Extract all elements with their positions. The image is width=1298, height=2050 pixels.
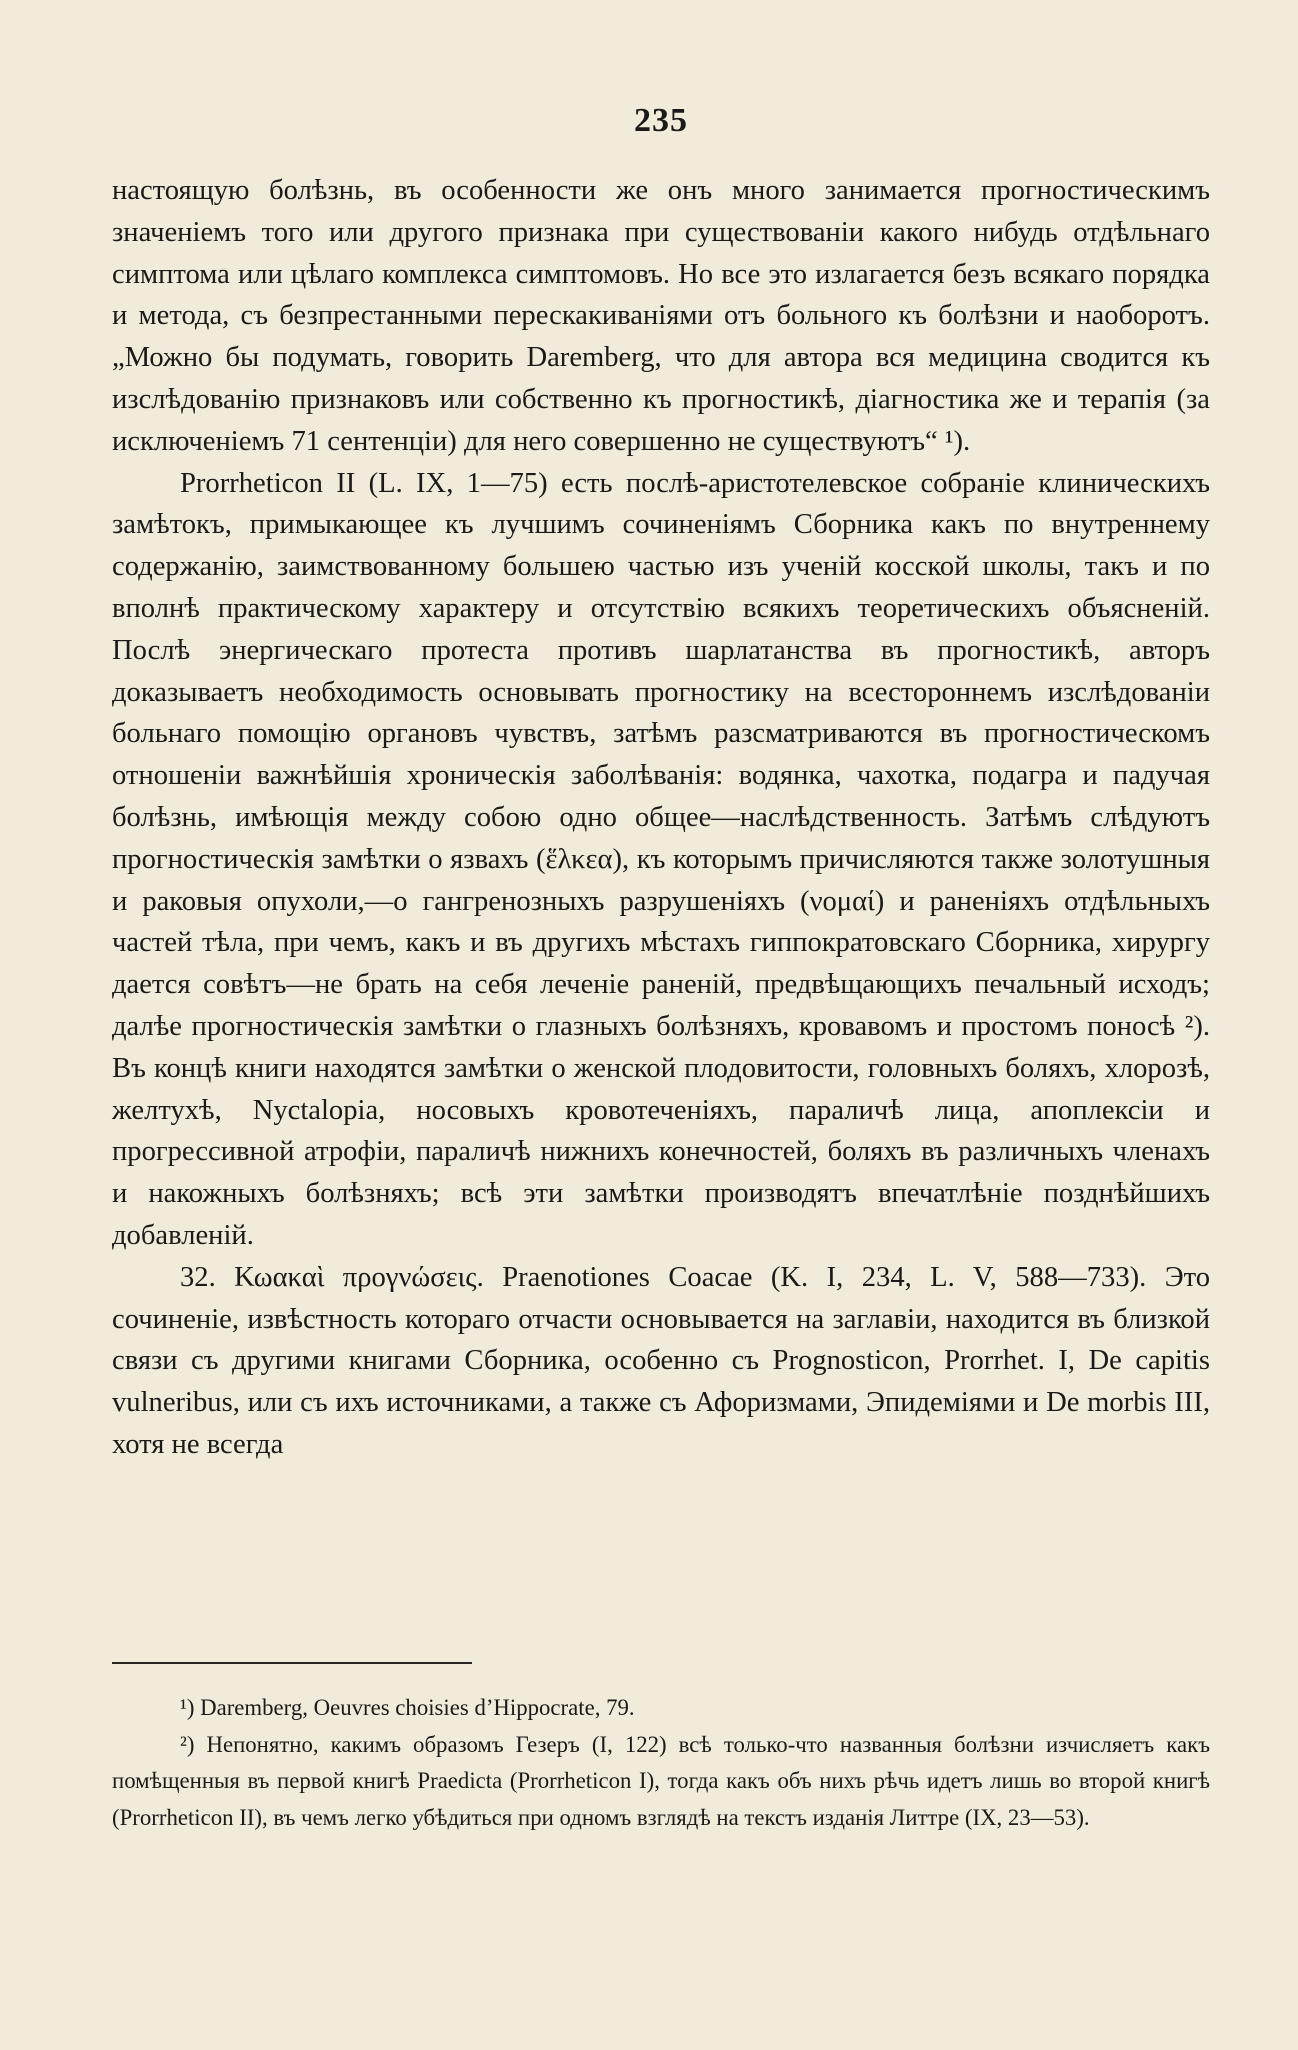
- footnotes: [112, 1690, 1210, 1836]
- paragraph-1: настоящую болѣзнь, въ особенности же онъ много занимается прогностическимъ значеніемъ того или другого признака при существованіи какого нибудь отдѣльнаго симптома или цѣлаго комплекса симптомовъ. Но все это излагается безъ всякаго порядка и метода, съ безпрестанными перескакиваніями отъ больного къ болѣзни и наоборотъ. „Можно бы подумать, говорить Daremberg, что для автора вся медицина сводится къ изслѣдованію признаковъ или собственно къ прогностикѣ, діагностика же и терапія (за исключеніемъ 71 сентенціи) для него совершенно не существуютъ“ ¹).: [112, 175, 1210, 457]
- paragraph-2: Prorrheticon II (L. IX, 1—75) есть послѣ-аристотелевское собраніе клиническихъ замѣтокъ, примыкающее къ лучшимъ сочиненіямъ Сборника какъ по внутреннему содержанію, заимствованному большею частью изъ ученій косской школы, такъ и по вполнѣ практическому характеру и отсутствію всякихъ теоретическихъ объясненій. Послѣ энергическаго протеста противъ шарлатанства въ прогностикѣ, авторъ доказываетъ необходимость основывать прогностику на всестороннемъ изслѣдованіи больнаго помощію органовъ чувствъ, затѣмъ разсматриваются въ прогностическомъ отношеніи важнѣйшія хроническія заболѣванія: водянка, чахотка, подагра и падучая болѣзнь, имѣющія между собою одно общее—наслѣдственность. Затѣмъ слѣдуютъ прогностическія замѣтки о язвахъ (ἕλκεα), къ которымъ причисляются также золотушныя и раковыя опухоли,—о гангренозныхъ разрушеніяхъ (νομαί) и раненіяхъ отдѣльныхъ частей тѣла, при чемъ, какъ и въ другихъ мѣстахъ гиппократовскаго Сборника, хирургу дается совѣтъ—не брать на себя леченіе раненій, предвѣщающихъ печальный исходъ; далѣе прогностическія замѣтки о глазныхъ болѣзняхъ, кровавомъ и простомъ поносѣ ²). Въ концѣ книги находятся замѣтки о женской плодовитости, головныхъ боляхъ, хлорозѣ, желтухѣ, Nyctalopia, носовыхъ кровотеченіяхъ, параличѣ лица, апоплексіи и прогрессивной атрофіи, параличѣ нижнихъ конечностей, боляхъ въ различныхъ членахъ и накожныхъ болѣзняхъ; всѣ эти замѣтки производятъ впечатлѣніе позднѣйшихъ добавленій.: [112, 467, 1210, 1251]
- body-text: [112, 170, 1210, 1466]
- paragraph-3: 32. Κωακαὶ προγνώσεις. Praenotiones Coacae (K. I, 234, L. V, 588—733). Это сочиненіе, извѣстность котораго отчасти основывается на заглавіи, находится въ близкой связи съ другими книгами Сборника, особенно съ Prognosticon, Prorrhet. I, De capitis vulneribus, или съ ихъ источниками, а также съ Афоризмами, Эпидеміями и De morbis III, хотя не всегда: [112, 1261, 1210, 1460]
- footnote-2: ²) Непонятно, какимъ образомъ Гезеръ (I, 122) всѣ только-что названныя болѣзни изчисляетъ какъ помѣщенныя въ первой книгѣ Praedicta (Prorrheticon I), тогда какъ объ нихъ рѣчь идетъ лишь во второй книгѣ (Prorrheticon II), въ чемъ легко убѣдиться при одномъ взглядѣ на текстъ изданія Литтре (IX, 23—53).: [112, 1731, 1210, 1830]
- page-number: 235: [634, 102, 688, 139]
- footnote-1: ¹) Daremberg, Oeuvres choisies d’Hippocrate, 79.: [180, 1695, 635, 1720]
- footnote-divider: [112, 1662, 472, 1664]
